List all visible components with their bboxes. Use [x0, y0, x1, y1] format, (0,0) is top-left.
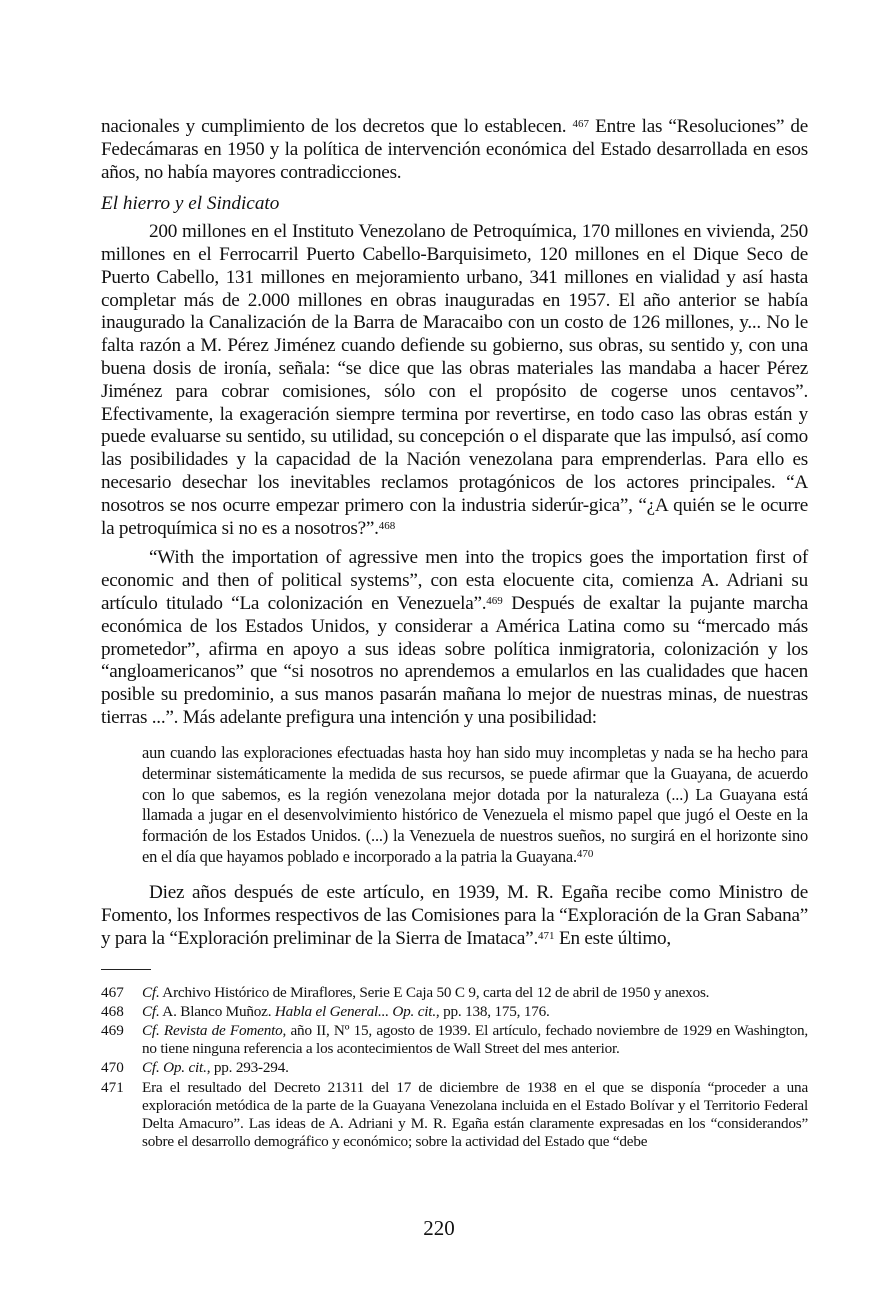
block-quote	[142, 743, 808, 868]
footnote-body: , año II, Nº 15, agosto de 1939. El artículo, fechado noviembre de 1929 en Washington, no tiene ninguna referencia a los acontecimientos de Wall Street del mes anterior.	[142, 1021, 808, 1058]
footnote-471	[101, 1079, 808, 1152]
work-title: Revista de Fomento	[159, 1021, 283, 1039]
work-title: Op. cit.	[159, 1059, 207, 1077]
section-heading: El hierro y el Sindicato	[101, 193, 280, 215]
footnote-number: 468	[101, 1002, 124, 1020]
footnote-470	[101, 1059, 808, 1077]
quote-text: aun cuando las exploraciones efectuadas hasta hoy han sido muy incompletas y nada se ha hecho para determinar sistemáticamente la medida de sus recursos, se puede afirmar que la Guayana, de acuerdo con lo que sabemos, es la región venezolana mejor dotada por la naturaleza (...) La Guayana está llamada a jugar en el desenvolvimiento histórico de Venezuela el mismo papel que jugó el Oeste en la formación de los Estados Unidos. (...) la Venezuela de nuestros sueños, no surgirá en el horizonte sino en el día que hayamos poblado e incorporado a la patria la Guayana.	[142, 742, 808, 867]
footnote-text	[142, 1022, 808, 1058]
footnote-467	[101, 984, 808, 1002]
page-number: 220	[423, 1216, 455, 1240]
paragraph-4	[101, 882, 808, 950]
footnote-text	[142, 1003, 808, 1021]
footnote-body: , pp. 293-294.	[206, 1059, 289, 1077]
footnote-text: Era el resultado del Decreto 21311 del 17 de diciembre de 1938 en el que se disponía “proceder a una exploración metódica de la parte de la Guayana Venezolana incluida en el Estado Bolívar y el Territorio Federal Delta Amacuro”. Las ideas de A. Adriani y M. R. Egaña están claramente expresadas en los “considerandos” sobre el desarrollo demográfico y económico; sobre la actividad del Estado que “debe	[142, 1078, 808, 1151]
footnote-body: , pp. 138, 175, 176.	[435, 1002, 550, 1020]
paragraph-text: 200 millones en el Instituto Venezolano de Petroquímica, 170 millones en vivienda, 250 millones en el Ferrocarril Puerto Cabello-Barquisimeto, 120 millones en el Dique Seco de Puerto Cabello, 131 millones en mejoramiento urbano, 341 millones en vialidad y así hasta completar más de 2.000 millones en obras inauguradas en 1957. El año anterior se había inaugurado la Canalización de la Barra de Maracaibo con un costo de 126 millones, y... No le falta razón a M. Pérez Jiménez cuando defiende su gobierno, sus obras, su sentido y, con una buena dosis de ironía, señala: “se dice que las obras materiales las mandaba a hacer Pérez Jiménez para cobrar comisiones, sólo con el propósito de cogerse unos centavos”. Efectivamente, la exageración siempre termina por revertirse, en todo caso las obras están y puede evaluarse su sentido, su utilidad, su concepción o el disparate que las impulsó, así como las posibilidades y la capacidad de la Nación venezolana para emprenderlas. Para ello es necesario desechar los inevitables reclamos protagónicos de los actores principales. “A nosotros se nos ocurre empezar primero con la industria siderúr-gica”, “¿A quién se le ocurre la petroquímica si no es a nosotros?”.	[101, 221, 808, 539]
footnote-text	[142, 984, 808, 1002]
footnote-text	[142, 1059, 808, 1077]
footnote-ref-471[interactable]: 471	[538, 929, 555, 942]
footnote-ref-468[interactable]: 468	[378, 519, 396, 532]
footnote-469	[101, 1022, 808, 1058]
footnote-number: 469	[101, 1021, 124, 1039]
paragraph-text: Después de exaltar la pujante marcha económica de los Estados Unidos, y considerar a América Latina como su “mercado más prometedor”, afirma en apoyo a sus ideas sobre política inmigratoria, colonización y los “angloamericanos” que “si nosotros no aprendemos a emularlos en las cualidades que hacen posible su predominio, a sus manos pasarán mañana lo mejor de nuestras minas, de nuestras tierras ...”. Más adelante prefigura una intención y una posibilidad:	[101, 592, 808, 728]
paragraph-text: Entre las “Resoluciones” de Fedecámaras en 1950 y la política de intervención económica del Estado desarrollada en esos años, no había mayores contradicciones.	[101, 116, 808, 183]
cf-abbrev: Cf.	[142, 1021, 160, 1039]
footnote-number: 467	[101, 983, 124, 1001]
footnotes	[101, 984, 808, 1152]
page-body	[101, 116, 808, 1152]
cf-abbrev: Cf.	[142, 983, 160, 1001]
footnote-ref-469[interactable]: 469	[486, 594, 503, 607]
paragraph-text: nacionales y cumplimiento de los decretos que lo establecen.	[101, 116, 573, 137]
cf-abbrev: Cf.	[142, 1002, 160, 1020]
footnote-ref-470[interactable]: 470	[576, 848, 594, 861]
footnote-separator	[101, 969, 151, 970]
footnote-number: 471	[101, 1078, 124, 1096]
footnote-468	[101, 1003, 808, 1021]
footnote-body: A. Blanco Muñoz.	[159, 1002, 275, 1020]
footnote-ref-467[interactable]: 467	[572, 118, 589, 130]
paragraph-text: En este último,	[554, 927, 671, 949]
paragraph-1	[101, 116, 808, 184]
work-title: Habla el General... Op. cit.	[274, 1002, 436, 1020]
footnote-body: Archivo Histórico de Miraflores, Serie E Caja 50 C 9, carta del 12 de abril de 1950 y anexos.	[159, 983, 710, 1001]
footnote-number: 470	[101, 1059, 124, 1077]
cf-abbrev: Cf.	[142, 1059, 160, 1077]
paragraph-text: Diez años después de este artículo, en 1939, M. R. Egaña recibe como Ministro de Fomento, los Informes respectivos de las Comisiones para la “Exploración de la Gran Sabana” y para la “Exploración preliminar de la Sierra de Imataca”.	[101, 882, 808, 949]
paragraph-text: “With the importation of agressive men into the tropics goes the importation first of economic and then of political systems”, con esta elocuente cita, comienza A. Adriani su artículo titulado “La colonización en Venezuela”.	[101, 547, 808, 614]
paragraph-2	[101, 221, 808, 540]
paragraph-3	[101, 547, 808, 729]
